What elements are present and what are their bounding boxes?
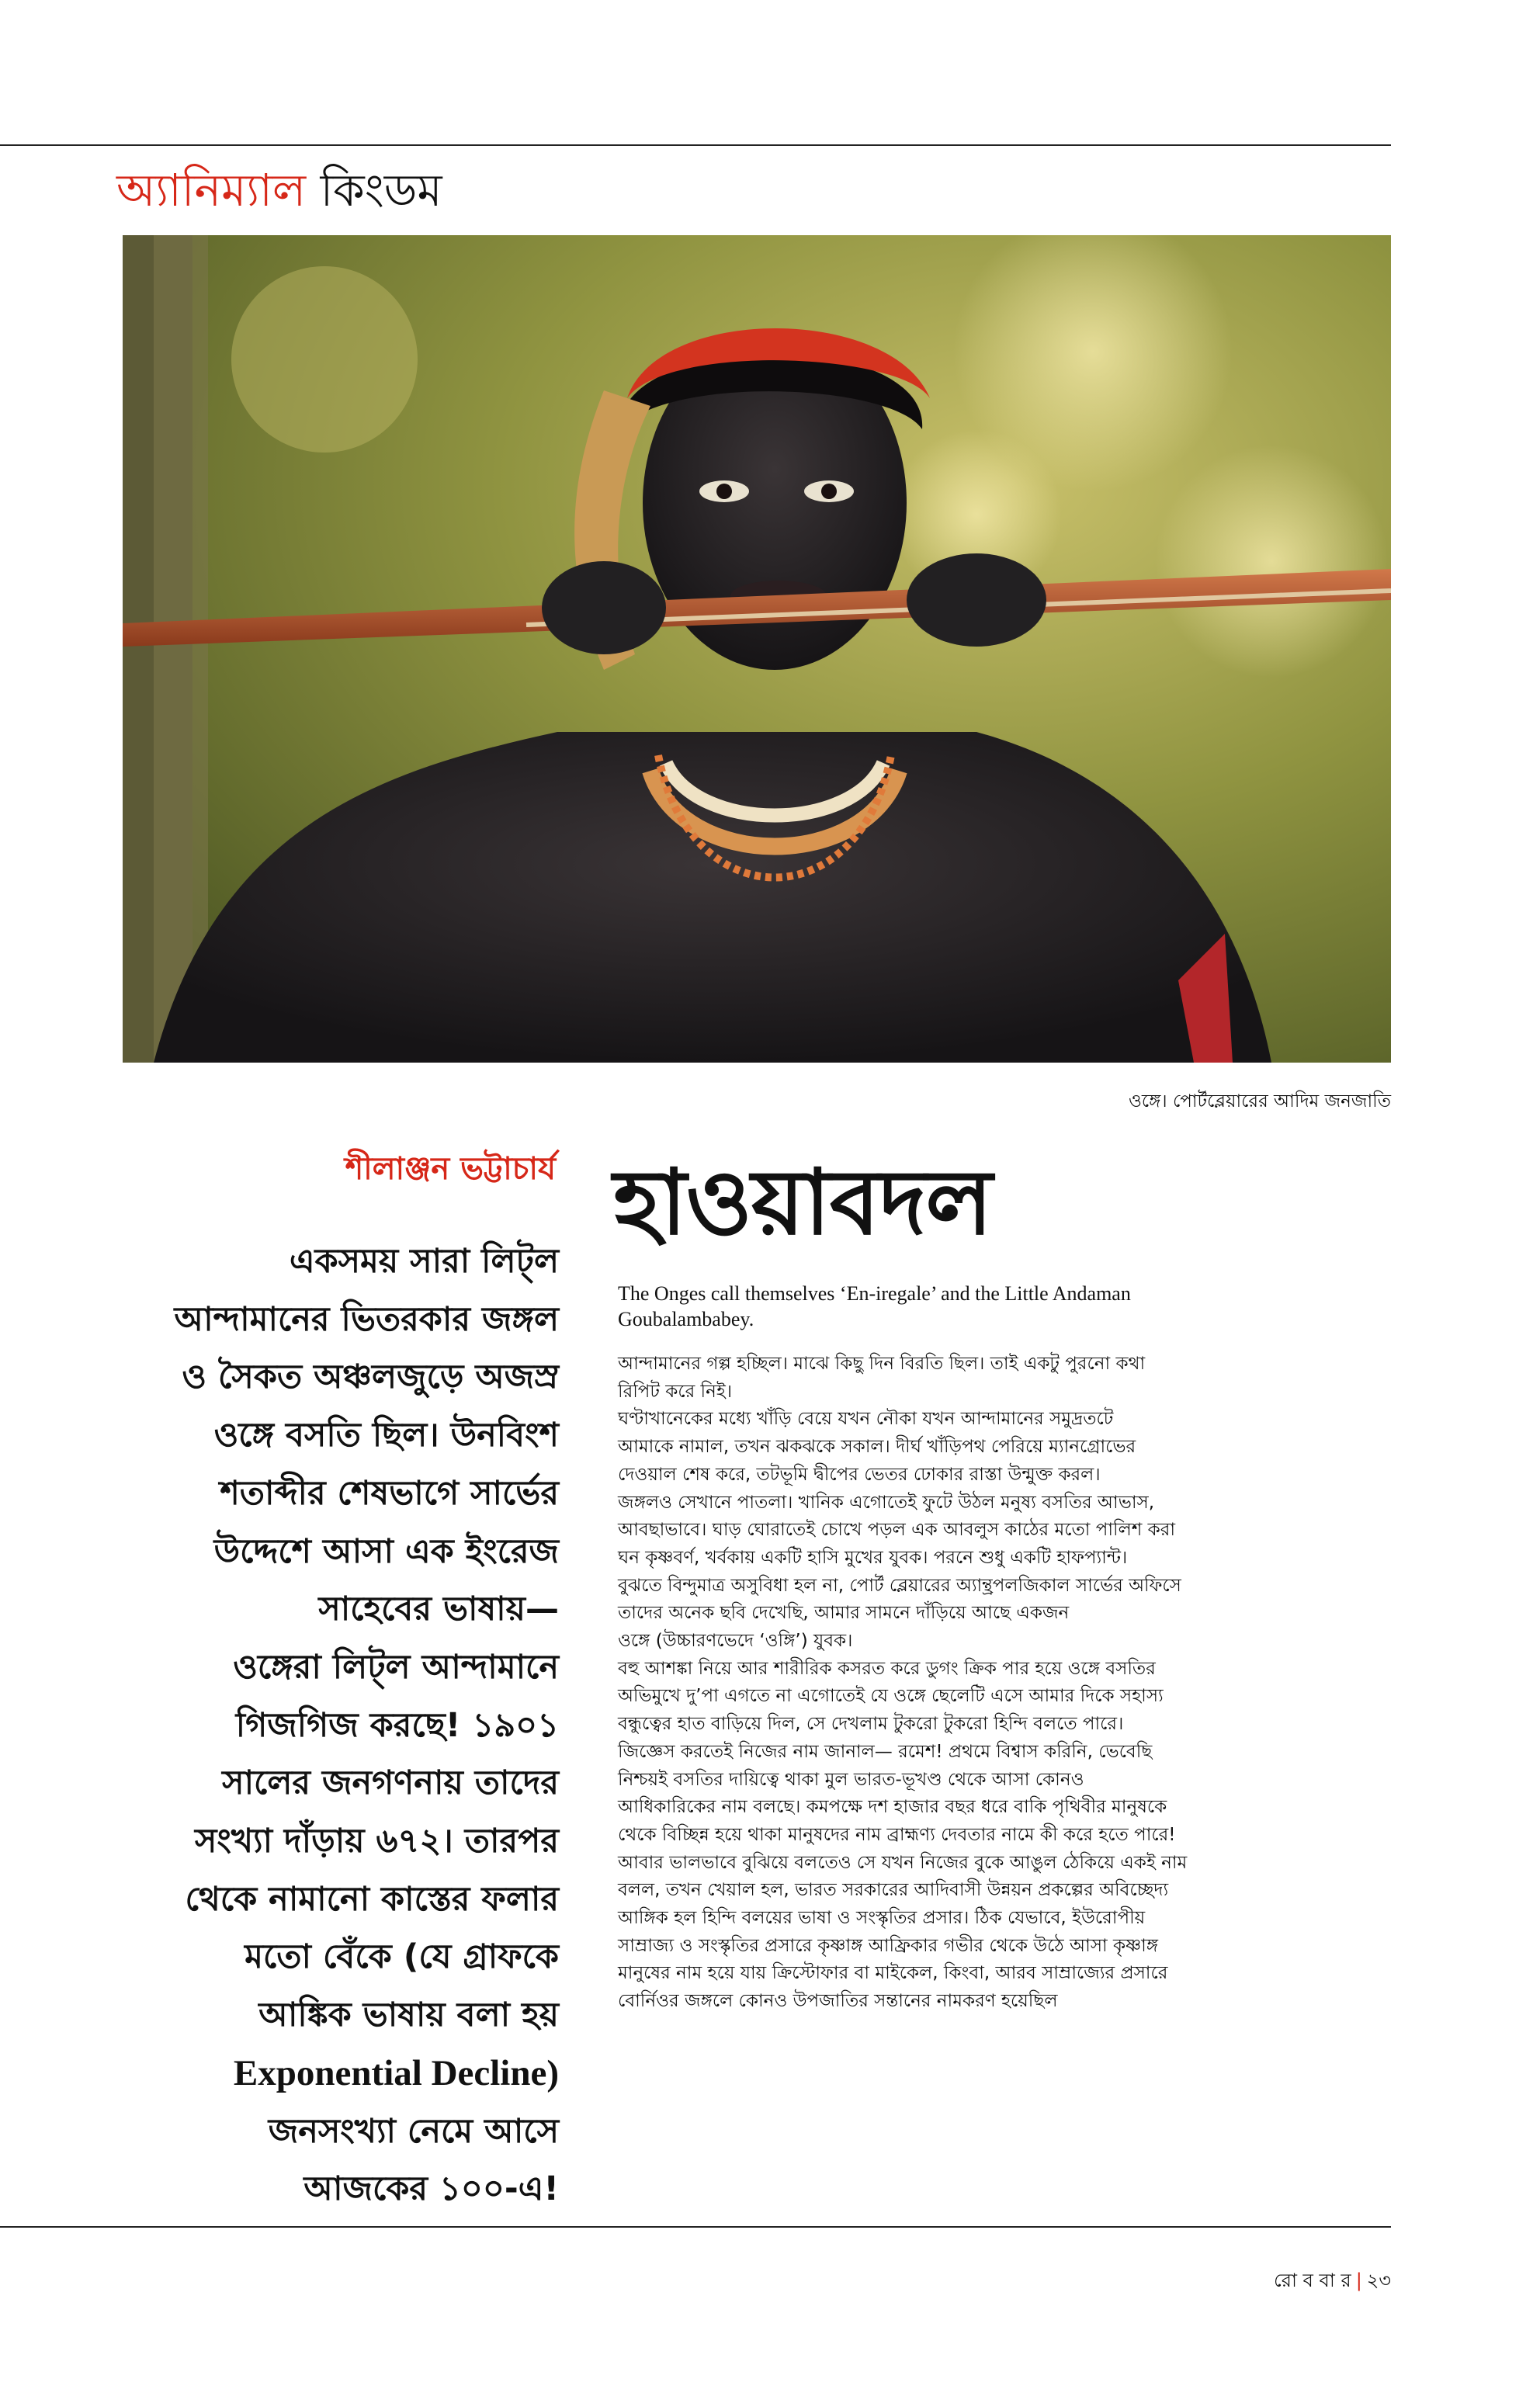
article-body <box>618 1351 1187 2016</box>
body-line: জঙ্গলও সেখানে পাতলা। খানিক এগোতেই ফুটে উঠল মনুষ্য বসতির আভাস, <box>618 1492 1155 1513</box>
publication-name: রো ব বা র <box>1274 2270 1351 2291</box>
body-line: রিপিট করে নিই। <box>618 1381 733 1402</box>
pull-quote-line: ওঙ্গে বসতি ছিল। উনবিংশ <box>213 1416 559 1455</box>
pull-quote-line: গিজগিজ করছে! ১৯০১ <box>235 1705 559 1745</box>
body-line: সাম্রাজ্য ও সংস্কৃতির প্রসারে কৃষ্ণাঙ্গ আফ্রিকার গভীর থেকে উঠে আসা কৃষ্ণাঙ্গ <box>618 1935 1158 1956</box>
pull-quote-line: ওঙ্গেরা লিট্‌ল আন্দামানে <box>233 1647 559 1687</box>
body-line: জিজ্ঞেস করতেই নিজের নাম জানাল— রমেশ! প্রথমে বিশ্বাস করিনি, ভেবেছি <box>618 1741 1153 1762</box>
top-rule <box>0 144 1391 146</box>
body-line: ঘন কৃষ্ণবর্ণ, খর্বকায় একটি হাসি মুখের যুবক। পরনে শুধু একটি হাফপ্যান্ট। <box>618 1547 1128 1568</box>
pull-quote-line: শতাব্দীর শেষভাগে সার্ভের <box>220 1473 559 1513</box>
body-line: নিশ্চয়ই বসতির দায়িত্বে থাকা মুল ভারত-ভূখণ্ড থেকে আসা কোনও <box>618 1769 1084 1790</box>
pull-quote <box>116 1233 559 2218</box>
intro-line: The Onges call themselves ‘En-iregale’ and the Little Andaman <box>618 1282 1131 1305</box>
body-line: অভিমুখে দু’পা এগতে না এগোতেই যে ওঙ্গে ছেলেটি এসে আমার দিকে সহাস্য <box>618 1686 1164 1707</box>
body-line: বোর্নিওর জঙ্গলে কোনও উপজাতির সন্তানের নামকরণ হয়েছিল <box>618 1991 1058 2012</box>
body-line: দেওয়াল শেষ করে, তটভূমি দ্বীপের ভেতর ঢোকার রাস্তা উন্মুক্ত করল। <box>618 1464 1101 1485</box>
pull-quote-line: সংখ্যা দাঁড়ায় ৬৭২। তারপর <box>194 1822 559 1861</box>
body-line: ওঙ্গে (উচ্চারণভেদে ‘ওঙ্গি’) যুবক। <box>618 1631 853 1652</box>
section-header-red: অ্যানিম্যাল <box>116 164 307 217</box>
section-header-black: কিংডম <box>320 164 442 217</box>
article-headline: হাওয়াবদল <box>613 1150 992 1255</box>
pull-quote-line: একসময় সারা লিট্‌ল <box>289 1242 559 1281</box>
pull-quote-line: সালের জনগণনায় তাদের <box>222 1764 559 1803</box>
pull-quote-line: জনসংখ্যা নেমে আসে <box>268 2111 559 2151</box>
footer-separator: | <box>1355 2270 1362 2291</box>
pull-quote-line: থেকে নামানো কাস্তের ফলার <box>185 1879 559 1919</box>
pull-quote-line: আজকের ১০০-এ! <box>303 2169 559 2209</box>
body-line: আবছাভাবে। ঘাড় ঘোরাতেই চোখে পড়ল এক আবলুস কাঠের মতো পালিশ করা <box>618 1520 1176 1541</box>
body-line: বলল, তখন খেয়াল হল, ভারত সরকারের আদিবাসী উন্নয়ন প্রকল্পের অবিচ্ছেদ্য <box>618 1880 1169 1901</box>
body-line: আধিকারিকের নাম বলছে। কমপক্ষে দশ হাজার বছর ধরে বাকি পৃথিবীর মানুষকে <box>618 1797 1167 1818</box>
body-line: বন্ধুত্বের হাত বাড়িয়ে দিল, সে দেখলাম টুকরো টুকরো হিন্দি বলতে পারে। <box>618 1714 1124 1735</box>
pull-quote-line: উদ্দেশে আসা এক ইংরেজ <box>213 1531 559 1571</box>
pull-quote-line: আঙ্কিক ভাষায় বলা হয় <box>258 1996 559 2035</box>
body-line: থেকে বিচ্ছিন্ন হয়ে থাকা মানুষদের নাম ব্রাহ্মণ্য দেবতার নামে কী করে হতে পারে! <box>618 1824 1176 1845</box>
photo-illustration <box>123 235 1391 1063</box>
intro-line: Goubalambabey. <box>618 1308 754 1330</box>
bottom-rule <box>0 2226 1391 2228</box>
pull-quote-line: মতো বেঁকে (যে গ্রাফকে <box>245 1937 559 1977</box>
pull-quote-line: ও সৈকত অঞ্চলজুড়ে অজস্র <box>182 1358 559 1397</box>
body-line: বুঝতে বিন্দুমাত্র অসুবিধা হল না, পোর্ট ব্লেয়ারের অ্যান্থ্রপলজিকাল সার্ভের অফিসে <box>618 1575 1181 1596</box>
body-line: আঙ্গিক হল হিন্দি বলয়ের ভাষা ও সংস্কৃতির প্রসার। ঠিক যেভাবে, ইউরোপীয় <box>618 1908 1146 1929</box>
photo-caption: ওঙ্গে। পোর্টব্লেয়ারের আদিম জনজাতি <box>1128 1091 1391 1112</box>
body-line: আন্দামানের গল্প হচ্ছিল। মাঝে কিছু দিন বিরতি ছিল। তাই একটু পুরনো কথা <box>618 1354 1146 1374</box>
body-line: আবার ভালভাবে বুঝিয়ে বলতেও সে যখন নিজের বুকে আঙুল ঠেকিয়ে একই নাম <box>618 1852 1188 1873</box>
author-byline: শীলাঞ্জন ভট্টাচার্য <box>345 1151 556 1187</box>
page-footer <box>1274 2266 1391 2298</box>
body-line: আমাকে নামাল, তখন ঝকঝকে সকাল। দীর্ঘ খাঁড়িপথ পেরিয়ে ম্যানগ্রোভের <box>618 1437 1136 1458</box>
feature-photo <box>123 235 1391 1063</box>
article-intro <box>618 1281 1131 1332</box>
section-header <box>116 155 442 225</box>
page-number: ২৩ <box>1366 2270 1391 2291</box>
pull-quote-line: সাহেবের ভাষায়— <box>318 1590 559 1629</box>
pull-quote-line: Exponential Decline) <box>233 2052 559 2093</box>
body-line: বহু আশঙ্কা নিয়ে আর শারীরিক কসরত করে ডুগং ক্রিক পার হয়ে ওঙ্গে বসতির <box>618 1658 1156 1679</box>
pull-quote-line: আন্দামানের ভিতরকার জঙ্গল <box>174 1299 559 1339</box>
body-line: মানুষের নাম হয়ে যায় ক্রিস্টোফার বা মাইকেল, কিংবা, আরব সাম্রাজ্যের প্রসারে <box>618 1963 1168 1984</box>
body-line: ঘণ্টাখানেকের মধ্যে খাঁড়ি বেয়ে যখন নৌকা যখন আন্দামানের সমুদ্রতটে <box>618 1409 1114 1430</box>
body-line: তাদের অনেক ছবি দেখেছি, আমার সামনে দাঁড়িয়ে আছে একজন <box>618 1603 1070 1624</box>
